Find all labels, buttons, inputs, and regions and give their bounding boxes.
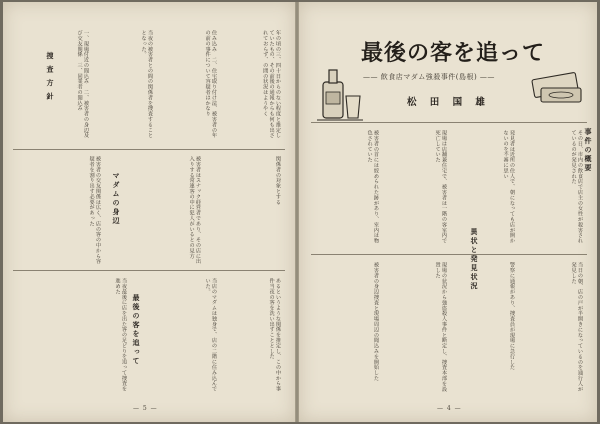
text-column: 関係者の対象とする: [275, 156, 281, 205]
plates-illustration: [527, 62, 589, 110]
text-column: 当夜の被害者との間の関係者を捜査することとなった。: [140, 30, 153, 138]
article-author: 松 田 国 雄: [407, 97, 490, 108]
section-heading: 捜 査 方 針: [46, 52, 55, 102]
column-divider: [13, 270, 285, 271]
text-column: 当日の朝、店の戸が半開きになっているのを通行人が発見した: [570, 262, 583, 392]
section-heading: マダムの身辺: [112, 172, 121, 226]
text-column: 発見者は近所の住人で、朝になっても店が開かないのを不審に思い: [502, 130, 515, 244]
section-heading: 事件の概要: [584, 128, 593, 173]
text-column: 当店のマダムは独身で、店の二階に住み込んでいた。: [204, 278, 217, 392]
article-title: 最後の客を追って: [361, 40, 546, 66]
text-column: 住み込み 二、住宅取り付け法、被害者の年の前の事件について容疑者はかなり: [204, 30, 217, 138]
text-column: 年の頃の三、四十日からのない程度と推定していたもの、その前後の通報からも何も出されておらず、の間の状況はようやく: [262, 30, 281, 138]
text-column: その日、市内の飲食店で店主の女性が殺害されているのが発見された: [570, 130, 583, 244]
text-column: 被害者の身辺捜査と現場周辺の聞込みを開始した: [373, 262, 379, 381]
column-divider: [311, 254, 587, 255]
column-divider: [311, 122, 587, 123]
page-number: — 5 —: [133, 405, 158, 412]
page-number: — 4 —: [437, 405, 462, 412]
text-column: 当夜最後に店を出た客の足どりを追って捜査を進めた: [114, 278, 127, 392]
left-page: [3, 2, 295, 422]
text-column: 被害者の交友関係は広く、店の客の中から容疑者を割り出す必要があった: [88, 156, 101, 264]
column-divider: [13, 149, 285, 150]
text-column: 現場の状況から強盗殺人事件と断定し、捜査本部を設置した: [434, 262, 447, 392]
text-column: 被害者はスナック経営者であり、その店に出入りする常連客の中に犯人がいるとの見方: [188, 156, 201, 264]
section-heading: 異状と発見状況: [470, 228, 479, 291]
article-subtitle: —— 飲食店マダム強殺事件(島根) ——: [363, 73, 495, 81]
text-column: あるというような関係を推定し、この中から事件当夜の客を洗い出すこととした: [268, 278, 281, 392]
text-column: 現場は店舗兼住宅で、被害者は一階の客室内で死亡していた: [434, 130, 447, 244]
section-heading: 最後の客を追って: [132, 294, 141, 366]
text-column: 一、現場付近の聞込み 二、被害者の身辺及び交友関係 三、同業者の聞込み: [76, 30, 89, 138]
text-column: 被害者の首には絞められた跡があり、室内は物色されていた: [366, 130, 379, 244]
text-column: 警察に通報があり、捜査員が現場に急行した: [509, 262, 515, 370]
bottle-glass-illustration: [313, 66, 365, 124]
right-page: [299, 2, 597, 422]
